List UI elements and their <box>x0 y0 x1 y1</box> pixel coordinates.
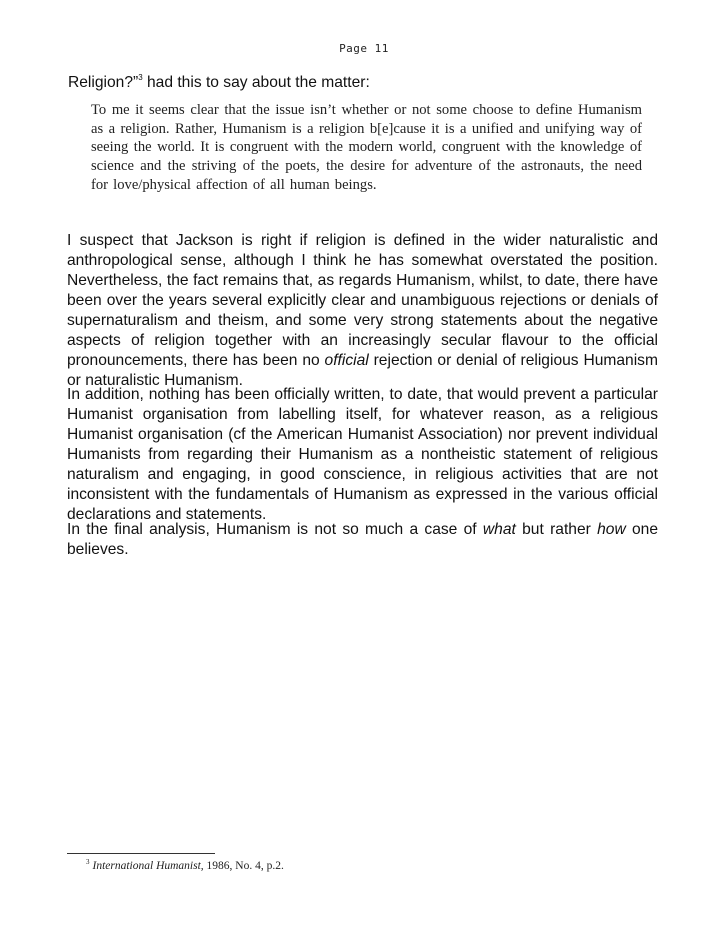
lead-text-before: Religion?” <box>68 74 139 91</box>
footnote-divider <box>67 853 215 854</box>
paragraph3-text-middle: but rather <box>515 521 598 538</box>
footnote-number: 3 <box>86 858 90 866</box>
lead-in-text <box>68 68 658 93</box>
footnote-detail: 1986, No. 4, p.2. <box>203 860 284 872</box>
paragraph1-emphasis: official <box>324 352 369 369</box>
paragraph3-emphasis-how: how <box>597 521 626 538</box>
paragraph3-emphasis-what: what <box>482 521 516 538</box>
footnote-reference: 3 <box>138 73 143 82</box>
paragraph1-text-before: I suspect that Jackson is right if religion is defined in the wider naturalistic and anthropological sense, although I think he has somewhat overstated the position. Nevertheless, the fact remains that, as regards Humanism, whilst, to date, there have been over the years several explicitly clear and unambiguous rejections or denials of supernaturalism and theism, and some very strong statements about the negative aspects of religion together with an increasingly secular flavour to the official pronouncements, there has been no <box>67 232 658 369</box>
block-quote: To me it seems clear that the issue isn’t whether or not some choose to define Humanism as a religion. Rather, Humanism is a religion b[e]cause it is a unified and unifying way of seeing the world. It is congruent with the modern world, congruent with the knowledge of science and the striving of the poets, the desire for adventure of the astronauts, the need for love/physical affection of all human beings. <box>91 102 642 193</box>
paragraph-jackson <box>67 231 658 391</box>
lead-text-after: had this to say about the matter: <box>142 74 370 91</box>
paragraph3-text-after: one believes. <box>67 521 658 558</box>
footnote-source: International Humanist, <box>92 860 204 872</box>
paragraph-addition: In addition, nothing has been officially written, to date, that would prevent a particular Humanist organisation from labelling itself, for whatever reason, as a religious Humanist organisation (cf the American Humanist Association) nor prevent individual Humanists from regarding their Humanism as a nontheistic statement of religious naturalism and engaging, in good conscience, in religious activities that are not inconsistent with the fundamentals of Humanism as expressed in the various official declarations and statements. <box>67 386 658 523</box>
paragraph-final-analysis <box>67 520 658 560</box>
footnote <box>86 858 486 872</box>
paragraph1-text-after: rejection or denial of religious Humanism or naturalistic Humanism. <box>67 352 658 389</box>
page-number-header: Page 11 <box>339 42 389 55</box>
paragraph3-text-before: In the final analysis, Humanism is not so much a case of <box>67 521 483 538</box>
